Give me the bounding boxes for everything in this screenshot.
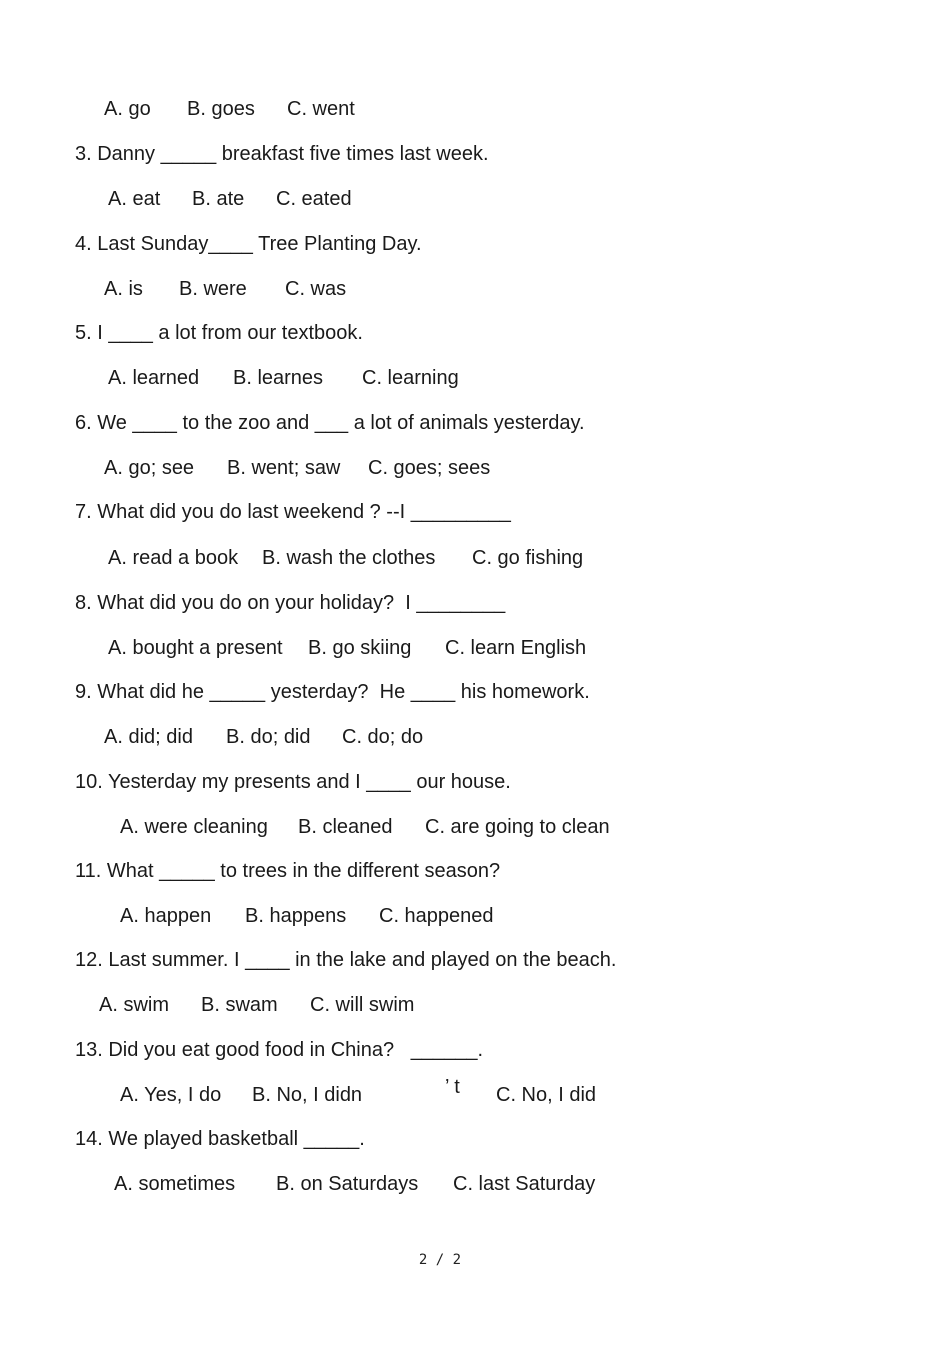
answer-option: B. No, I didn <box>252 1084 363 1106</box>
answer-option: C. do; do <box>342 726 424 748</box>
question-text: 14. We played basketball _____. <box>75 1128 365 1150</box>
answer-option: A. did; did <box>104 726 193 748</box>
question-text: 4. Last Sunday____ Tree Planting Day. <box>75 233 422 255</box>
answer-option: A. swim <box>99 994 169 1016</box>
answer-option: C. learn English <box>445 637 587 659</box>
answer-option: C. goes; sees <box>368 457 491 479</box>
question-text: 10. Yesterday my presents and I ____ our house. <box>75 771 511 793</box>
answer-option: B. go skiing <box>308 637 412 659</box>
answer-option: B. happens <box>245 905 347 927</box>
answer-option: B. were <box>179 278 247 300</box>
answer-option: A. Yes, I do <box>120 1084 222 1106</box>
answer-option: A. eat <box>108 188 161 210</box>
answer-option: ’ t <box>445 1076 460 1098</box>
answer-option: B. wash the clothes <box>262 547 436 569</box>
question-text: 5. I ____ a lot from our textbook. <box>75 322 363 344</box>
answer-option: B. learnes <box>233 367 324 389</box>
answer-option: A. were cleaning <box>120 816 268 838</box>
question-text: 12. Last summer. I ____ in the lake and played on the beach. <box>75 949 617 971</box>
answer-option: A. happen <box>120 905 212 927</box>
answer-option: C. eated <box>276 188 352 210</box>
answer-option: C. went <box>287 98 355 120</box>
question-text: 6. We ____ to the zoo and ___ a lot of animals yesterday. <box>75 412 585 434</box>
answer-option: A. learned <box>108 367 200 389</box>
answer-option: C. was <box>285 278 347 300</box>
answer-option: B. goes <box>187 98 255 120</box>
question-text: 11. What _____ to trees in the different season? <box>75 860 501 882</box>
question-text: 9. What did he _____ yesterday? He ____ his homework. <box>75 681 590 703</box>
answer-option: C. will swim <box>310 994 415 1016</box>
answer-option: C. No, I did <box>496 1084 597 1106</box>
answer-option: A. is <box>104 278 143 300</box>
answer-option: C. happened <box>379 905 494 927</box>
answer-option: C. are going to clean <box>425 816 610 838</box>
answer-option: C. learning <box>362 367 459 389</box>
answer-option: B. do; did <box>226 726 311 748</box>
question-text: 3. Danny _____ breakfast five times last week. <box>75 143 489 165</box>
answer-option: C. last Saturday <box>453 1173 596 1195</box>
question-text: 8. What did you do on your holiday? I ________ <box>75 592 506 614</box>
answer-option: B. swam <box>201 994 278 1016</box>
answer-option: A. go <box>104 98 151 120</box>
question-text: 7. What did you do last weekend ? --I _________ <box>75 501 511 523</box>
page-number: 2 / 2 <box>418 1252 462 1268</box>
answer-option: B. ate <box>192 188 245 210</box>
question-text: 13. Did you eat good food in China? ______. <box>75 1039 484 1061</box>
answer-option: B. went; saw <box>227 457 341 479</box>
answer-option: A. go; see <box>104 457 195 479</box>
answer-option: B. on Saturdays <box>276 1173 419 1195</box>
answer-option: B. cleaned <box>298 816 393 838</box>
answer-option: C. go fishing <box>472 547 584 569</box>
answer-option: A. sometimes <box>114 1173 236 1195</box>
answer-option: A. read a book <box>108 547 239 569</box>
answer-option: A. bought a present <box>108 637 283 659</box>
